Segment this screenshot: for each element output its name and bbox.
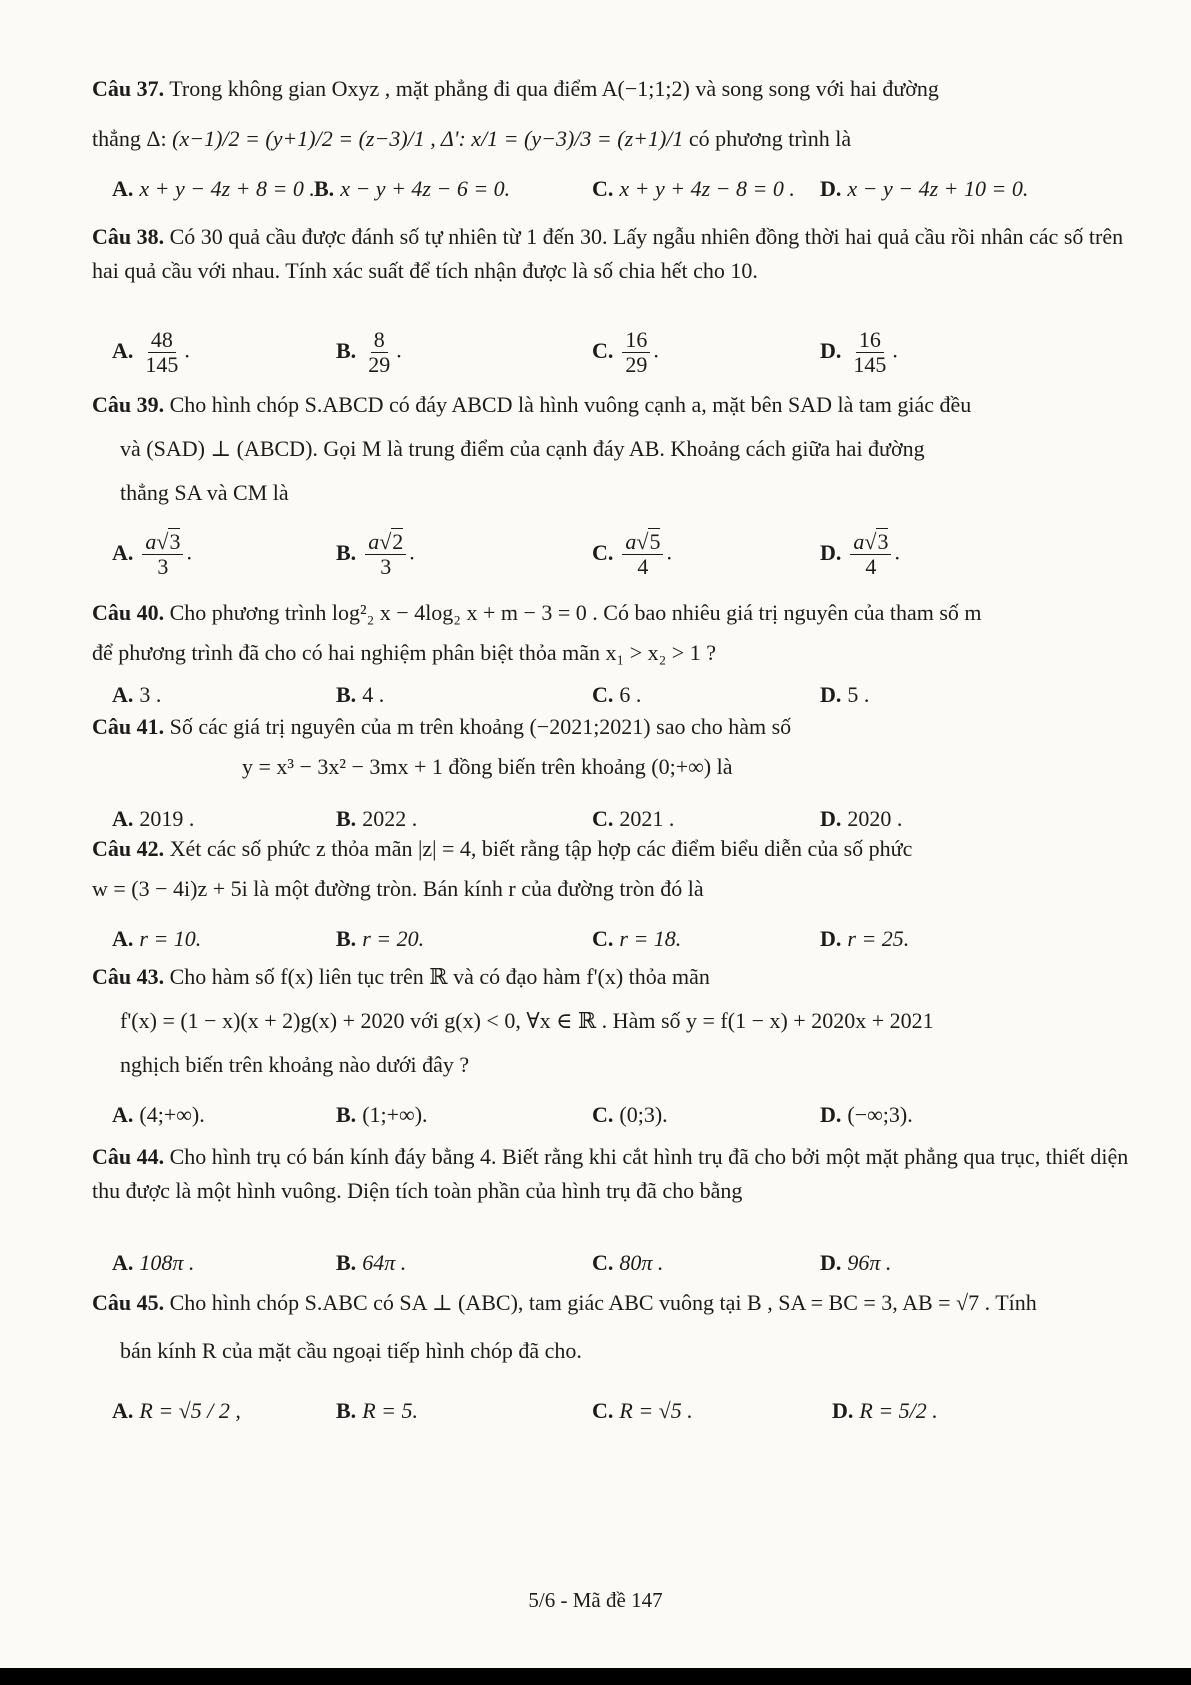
option-a[interactable]: A. 3 . [112, 682, 162, 707]
option-a[interactable]: A. R = √5 / 2 , [112, 1398, 241, 1423]
question-label: Câu 45. [92, 1290, 165, 1315]
option-d[interactable]: D. (−∞;3). [820, 1102, 913, 1127]
question-text-line2: y = x³ − 3x² − 3mx + 1 đồng biến trên khoảng (0;+∞) là [242, 754, 733, 779]
question-text: Cho hình chóp S.ABCD có đáy ABCD là hình vuông cạnh a, mặt bên SAD là tam giác đều [164, 392, 972, 417]
option-b[interactable]: B. $\frac{a√2}{3}$ . [336, 529, 415, 579]
question-label: Câu 39. [92, 392, 165, 417]
option-a[interactable]: A. $\frac{48}{145}$ . [112, 327, 190, 377]
question-label: Câu 42. [92, 836, 165, 861]
question-text-line2: w = (3 − 4i)z + 5i là một đường tròn. Bán kính r của đường tròn đó là [92, 876, 704, 901]
option-a[interactable]: A. (4;+∞). [112, 1102, 205, 1127]
question-41 [92, 710, 1131, 831]
question-45 [92, 1286, 1131, 1423]
option-a[interactable]: A. $\frac{a√3}{3}$ . [112, 529, 192, 579]
question-text: Cho phương trình log²₂ x − 4log₂ x + m − 3 = 0 . Có bao nhiêu giá trị nguyên của tham số m [164, 600, 982, 625]
option-a[interactable]: A. x + y − 4z + 8 = 0 . [112, 176, 315, 201]
option-c[interactable]: C. $\frac{a√5}{4}$ . [592, 529, 672, 579]
question-label: Câu 41. [92, 714, 165, 739]
question-text-line2: để phương trình đã cho có hai nghiệm phân biệt thỏa mãn x₁ > x₂ > 1 ? [92, 640, 716, 665]
option-b[interactable]: B. (1;+∞). [336, 1102, 428, 1127]
question-text-line2: thẳng Δ: (x−1)/2 = (y+1)/2 = (z−3)/1 , Δ': x/1 = (y−3)/3 = (z+1)/1 có phương trình là [92, 126, 852, 151]
question-label: Câu 37. [92, 76, 165, 101]
option-a[interactable]: A. 2019 . [112, 806, 195, 831]
option-c[interactable]: C. 2021 . [592, 806, 675, 831]
option-d[interactable]: D. R = 5/2 . [832, 1398, 938, 1423]
question-text: Cho hình trụ có bán kính đáy bằng 4. Biết rằng khi cắt hình trụ đã cho bởi một mặt phẳng qua trục, thiết diện thu được là một hình vuông. Diện tích toàn phần của hình trụ đã cho bằng [92, 1144, 1129, 1203]
option-c[interactable]: C. r = 18. [592, 926, 682, 951]
question-38 [92, 220, 1131, 377]
option-d[interactable]: D. $\frac{a√3}{4}$ . [820, 529, 900, 579]
question-text: Xét các số phức z thỏa mãn |z| = 4, biết rằng tập hợp các điểm biểu diễn của số phức [164, 836, 913, 861]
option-c[interactable]: C. $\frac{16}{29}$ . [592, 327, 659, 377]
question-text-line2: f'(x) = (1 − x)(x + 2)g(x) + 2020 với g(x) < 0, ∀x ∈ ℝ . Hàm số y = f(1 − x) + 2020x + 2021 [120, 1008, 934, 1033]
option-c[interactable]: C. 6 . [592, 682, 642, 707]
question-text-line2: bán kính R của mặt cầu ngoại tiếp hình chóp đã cho. [120, 1338, 582, 1363]
option-a[interactable]: A. 108π . [112, 1250, 195, 1275]
question-text-line3: nghịch biến trên khoảng nào dưới đây ? [120, 1052, 470, 1077]
option-c[interactable]: C. 80π . [592, 1250, 664, 1275]
option-d[interactable]: D. 5 . [820, 682, 870, 707]
question-label: Câu 43. [92, 964, 165, 989]
option-d[interactable]: D. x − y − 4z + 10 = 0. [820, 176, 1029, 201]
question-text-line2: và (SAD) ⊥ (ABCD). Gọi M là trung điểm của cạnh đáy AB. Khoảng cách giữa hai đường [120, 436, 925, 461]
option-d[interactable]: D. 2020 . [820, 806, 903, 831]
page-footer: 5/6 - Mã đề 147 [528, 1588, 663, 1612]
question-text: Số các giá trị nguyên của m trên khoảng (−2021;2021) sao cho hàm số [164, 714, 792, 739]
option-b[interactable]: B. 64π . [336, 1250, 407, 1275]
option-d[interactable]: D. 96π . [820, 1250, 892, 1275]
option-b[interactable]: B. x − y + 4z − 6 = 0. [314, 176, 511, 201]
option-d[interactable]: D. $\frac{16}{145}$ . [820, 327, 898, 377]
question-44 [92, 1140, 1131, 1275]
option-b[interactable]: B. 2022 . [336, 806, 418, 831]
option-d[interactable]: D. r = 25. [820, 926, 910, 951]
question-43 [92, 960, 1131, 1127]
question-text: Cho hàm số f(x) liên tục trên ℝ và có đạo hàm f'(x) thỏa mãn [164, 964, 710, 989]
question-text: Có 30 quả cầu được đánh số tự nhiên từ 1 đến 30. Lấy ngẫu nhiên đồng thời hai quả cầu rồi nhân các số trên hai quả cầu với nhau. Tính xác suất để tích nhận được là số chia hết cho 10. [92, 224, 1124, 283]
question-text-line3: thẳng SA và CM là [120, 480, 289, 505]
option-b[interactable]: B. $\frac{8}{29}$ . [336, 327, 402, 377]
question-40 [92, 596, 1131, 707]
question-text: Cho hình chóp S.ABC có SA ⊥ (ABC), tam giác ABC vuông tại B , SA = BC = 3, AB = √7 . Tính [164, 1290, 1037, 1315]
line-equations: (x−1)/2 = (y+1)/2 = (z−3)/1 , Δ': x/1 = (y−3)/3 = (z+1)/1 [172, 126, 684, 151]
option-b[interactable]: B. R = 5. [336, 1398, 418, 1423]
scan-edge-bar [0, 1668, 1191, 1685]
question-label: Câu 40. [92, 600, 165, 625]
question-37 [92, 72, 1131, 201]
option-c[interactable]: C. x + y + 4z − 8 = 0 . [592, 176, 795, 201]
question-label: Câu 38. [92, 224, 165, 249]
option-a[interactable]: A. r = 10. [112, 926, 202, 951]
question-39 [92, 388, 1131, 579]
question-text: Trong không gian Oxyz , mặt phẳng đi qua điểm A(−1;1;2) và song song với hai đường [164, 76, 939, 101]
option-c[interactable]: C. (0;3). [592, 1102, 668, 1127]
option-c[interactable]: C. R = √5 . [592, 1398, 693, 1423]
option-b[interactable]: B. r = 20. [336, 926, 425, 951]
option-b[interactable]: B. 4 . [336, 682, 385, 707]
question-42 [92, 832, 1131, 951]
question-label: Câu 44. [92, 1144, 165, 1169]
